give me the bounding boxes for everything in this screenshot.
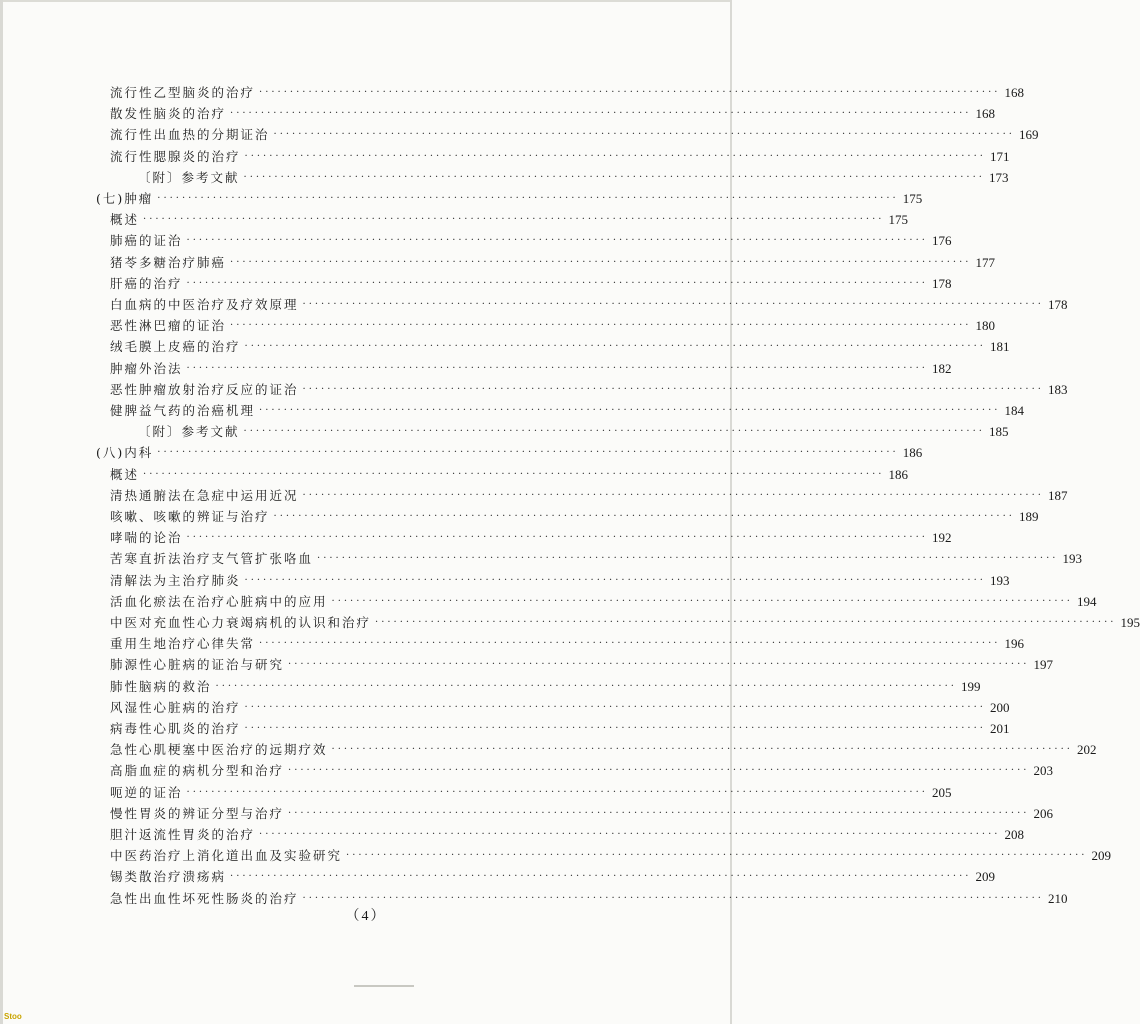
toc-entry-title: 肝癌的治疗 <box>110 276 183 291</box>
toc-entry-title: 〔附〕参考文献 <box>138 170 240 185</box>
toc-entry-page: 176 <box>931 233 952 248</box>
toc-leader-dots: ························································································································ <box>243 172 985 183</box>
toc-entry-title: 哮喘的论治 <box>110 530 183 545</box>
toc-entry-title: 清解法为主治疗肺炎 <box>110 573 241 588</box>
toc-entry-page: 200 <box>989 700 1010 715</box>
toc-entry <box>0 253 995 273</box>
toc-entry-title: 〔附〕参考文献 <box>138 424 240 439</box>
toc-entry-title: 活血化瘀法在治疗心脏病中的应用 <box>110 594 328 609</box>
toc-entry-page: 177 <box>975 255 995 270</box>
toc-leader-dots: ························································································································ <box>317 553 1059 564</box>
toc-entry <box>0 592 1097 612</box>
page-number: （4） <box>345 909 387 924</box>
toc-entry-page: 194 <box>1076 594 1097 609</box>
toc-leader-dots: ························································································································ <box>331 744 1073 755</box>
toc-entry <box>0 231 952 251</box>
toc-leader-dots: ························································································································ <box>259 829 1001 840</box>
toc-entry-page: 192 <box>931 530 952 545</box>
toc-entry <box>0 719 1010 739</box>
toc-entry-page: 193 <box>1062 551 1082 566</box>
toc-entry-page: 184 <box>1004 403 1024 418</box>
toc-entry <box>0 401 1024 421</box>
toc-entry-title: 流行性腮腺炎的治疗 <box>110 149 241 164</box>
toc-leader-dots: ························································································································ <box>244 151 986 162</box>
toc-entry-page: 193 <box>989 573 1010 588</box>
toc-entry-title: 苦寒直折法治疗支气管扩张咯血 <box>110 551 314 566</box>
toc-entry-page: 168 <box>975 106 995 121</box>
toc-entry-page: 183 <box>1047 382 1068 397</box>
toc-entry-title: 概述 <box>110 212 140 227</box>
toc-entry-title: 恶性淋巴瘤的证治 <box>110 318 227 333</box>
toc-entry-title: 清热通腑法在急症中运用近况 <box>110 488 299 503</box>
toc-entry-page: 206 <box>1033 806 1053 821</box>
toc-entry-title: 风湿性心脏病的治疗 <box>110 700 241 715</box>
toc-entry <box>0 210 908 230</box>
toc-leader-dots: ························································································································ <box>186 787 928 798</box>
toc-entry-page: 209 <box>975 869 995 884</box>
toc-leader-dots: ························································································································ <box>186 278 928 289</box>
toc-entry-title: 锡类散治疗溃疡病 <box>110 869 227 884</box>
toc-entry <box>0 571 1010 591</box>
toc-entry-page: 175 <box>888 212 908 227</box>
toc-entry <box>0 486 1068 506</box>
toc-entry <box>0 147 1010 167</box>
toc-entry <box>0 380 1068 400</box>
toc-leader-dots: ························································································································ <box>243 426 985 437</box>
toc-entry-title: 中医对充血性心力衰竭病机的认识和治疗 <box>110 615 372 630</box>
toc-entry <box>0 295 1068 315</box>
toc-entry-page: 203 <box>1033 763 1053 778</box>
toc-entry <box>0 274 952 294</box>
toc-entry-title: 病毒性心肌炎的治疗 <box>110 721 241 736</box>
toc-entry-page: 209 <box>1091 848 1111 863</box>
toc-entry-title: 呃逆的证治 <box>110 785 183 800</box>
toc-leader-dots: ························································································································ <box>186 363 928 374</box>
toc-entry-page: 185 <box>988 424 1009 439</box>
toc-leader-dots: ························································································································ <box>157 193 899 204</box>
toc-leader-dots: ························································································································ <box>244 723 986 734</box>
toc-entry <box>0 867 995 887</box>
toc-leader-dots: ························································································································ <box>244 575 986 586</box>
toc-leader-dots: ························································································································ <box>259 87 1001 98</box>
toc-entry <box>0 613 1140 633</box>
toc-entry-title: (八)内科 <box>96 445 154 460</box>
toc-entry <box>0 443 923 463</box>
toc-leader-dots: ························································································································ <box>302 299 1044 310</box>
toc-entry <box>0 104 995 124</box>
toc-entry-page: 180 <box>975 318 995 333</box>
page-edge-top <box>0 0 732 2</box>
toc-entry-page: 168 <box>1004 85 1024 100</box>
toc-entry-title: 健脾益气药的治癌机理 <box>110 403 256 418</box>
toc-leader-dots: ························································································································ <box>331 596 1073 607</box>
toc-leader-dots: ························································································································ <box>244 702 986 713</box>
toc-entry <box>0 189 923 209</box>
toc-entry <box>0 337 1010 357</box>
toc-entry-title: 白血病的中医治疗及疗效原理 <box>110 297 299 312</box>
toc-entry-title: 概述 <box>110 467 140 482</box>
toc-entry-page: 178 <box>931 276 952 291</box>
toc-leader-dots: ························································································································ <box>302 490 1044 501</box>
toc-leader-dots: ························································································································ <box>230 320 972 331</box>
toc-entry <box>0 634 1024 654</box>
toc-entry-title: 高脂血症的病机分型和治疗 <box>110 763 285 778</box>
toc-entry <box>0 549 1082 569</box>
toc-entry-title: 咳嗽、咳嗽的辨证与治疗 <box>110 509 270 524</box>
toc-leader-dots: ························································································································ <box>157 447 899 458</box>
toc-entry <box>0 83 1024 103</box>
toc-entry-title: 中医药治疗上消化道出血及实验研究 <box>110 848 343 863</box>
toc-entry-title: 流行性出血热的分期证治 <box>110 127 270 142</box>
toc-entry-title: (七)肿瘤 <box>96 191 154 206</box>
toc-entry-page: 210 <box>1047 891 1068 906</box>
toc-entry-page: 171 <box>989 149 1010 164</box>
toc-entry-title: 肺性脑病的救治 <box>110 679 212 694</box>
toc-entry-title: 重用生地治疗心律失常 <box>110 636 256 651</box>
toc-entry-page: 197 <box>1033 657 1053 672</box>
toc-entry-title: 慢性胃炎的辨证分型与治疗 <box>110 806 285 821</box>
toc-leader-dots: ························································································································ <box>230 871 972 882</box>
toc-entry <box>0 168 1009 188</box>
toc-leader-dots: ························································································································ <box>143 469 885 480</box>
toc-entry-page: 202 <box>1076 742 1097 757</box>
toc-entry-title: 流行性乙型脑炎的治疗 <box>110 85 256 100</box>
toc-entry-title: 胆汁返流性胃炎的治疗 <box>110 827 256 842</box>
toc-entry <box>0 761 1053 781</box>
toc-entry-title: 恶性肿瘤放射治疗反应的证治 <box>110 382 299 397</box>
toc-entry-title: 猪苓多糖治疗肺癌 <box>110 255 227 270</box>
toc-entry <box>0 804 1053 824</box>
scan-artifact <box>354 985 414 987</box>
toc-entry <box>0 846 1111 866</box>
toc-entry-page: 175 <box>902 191 923 206</box>
toc-entry-page: 208 <box>1004 827 1024 842</box>
toc-leader-dots: ························································································································ <box>288 659 1030 670</box>
toc-entry-page: 195 <box>1120 615 1140 630</box>
toc-leader-dots: ························································································································ <box>288 808 1030 819</box>
toc-entry <box>0 316 995 336</box>
toc-entry <box>0 528 952 548</box>
toc-leader-dots: ························································································································ <box>186 532 928 543</box>
toc-entry <box>0 359 952 379</box>
toc-entry-page: 181 <box>989 339 1010 354</box>
toc-leader-dots: ························································································································ <box>230 108 972 119</box>
toc-entry-title: 急性心肌梗塞中医治疗的远期疗效 <box>110 742 328 757</box>
toc-entry <box>0 422 1009 442</box>
toc-entry-title: 肺癌的证治 <box>110 233 183 248</box>
toc-entry-page: 173 <box>988 170 1009 185</box>
toc-entry <box>0 825 1024 845</box>
toc-entry-page: 199 <box>960 679 981 694</box>
toc-leader-dots: ························································································································ <box>375 617 1117 628</box>
toc-leader-dots: ························································································································ <box>215 681 957 692</box>
toc-leader-dots: ························································································································ <box>346 850 1088 861</box>
toc-leader-dots: ························································································································ <box>230 257 972 268</box>
toc-entry-title: 肺源性心脏病的证治与研究 <box>110 657 285 672</box>
toc-entry <box>0 465 908 485</box>
toc-entry-page: 189 <box>1018 509 1039 524</box>
toc-leader-dots: ························································································································ <box>259 638 1001 649</box>
toc-entry-title: 肿瘤外治法 <box>110 361 183 376</box>
toc-entry <box>0 507 1039 527</box>
toc-entry-page: 201 <box>989 721 1010 736</box>
toc-entry-title: 急性出血性坏死性肠炎的治疗 <box>110 891 299 906</box>
toc-leader-dots: ························································································································ <box>302 384 1044 395</box>
toc-leader-dots: ························································································································ <box>143 214 885 225</box>
toc-leader-dots: ························································································································ <box>186 235 928 246</box>
toc-entry-page: 178 <box>1047 297 1068 312</box>
toc-entry <box>0 125 1039 145</box>
scanner-stamp: Stoo <box>4 1012 22 1021</box>
toc-entry-page: 169 <box>1018 127 1039 142</box>
toc-entry-page: 196 <box>1004 636 1024 651</box>
toc-entry-page: 186 <box>888 467 908 482</box>
toc-leader-dots: ························································································································ <box>288 765 1030 776</box>
toc-leader-dots: ························································································································ <box>302 893 1044 904</box>
toc-leader-dots: ························································································································ <box>259 405 1001 416</box>
toc-entry-page: 186 <box>902 445 923 460</box>
toc-leader-dots: ························································································································ <box>273 511 1015 522</box>
toc-entry <box>0 677 981 697</box>
toc-entry-title: 绒毛膜上皮癌的治疗 <box>110 339 241 354</box>
toc-entry <box>0 740 1097 760</box>
toc-entry-title: 散发性脑炎的治疗 <box>110 106 227 121</box>
toc-leader-dots: ························································································································ <box>273 129 1015 140</box>
toc-entry <box>0 698 1010 718</box>
toc-entry <box>0 783 952 803</box>
toc-entry <box>0 655 1053 675</box>
toc-entry-page: 205 <box>931 785 952 800</box>
toc-entry-page: 182 <box>931 361 952 376</box>
toc-leader-dots: ························································································································ <box>244 341 986 352</box>
toc-entry-page: 187 <box>1047 488 1068 503</box>
